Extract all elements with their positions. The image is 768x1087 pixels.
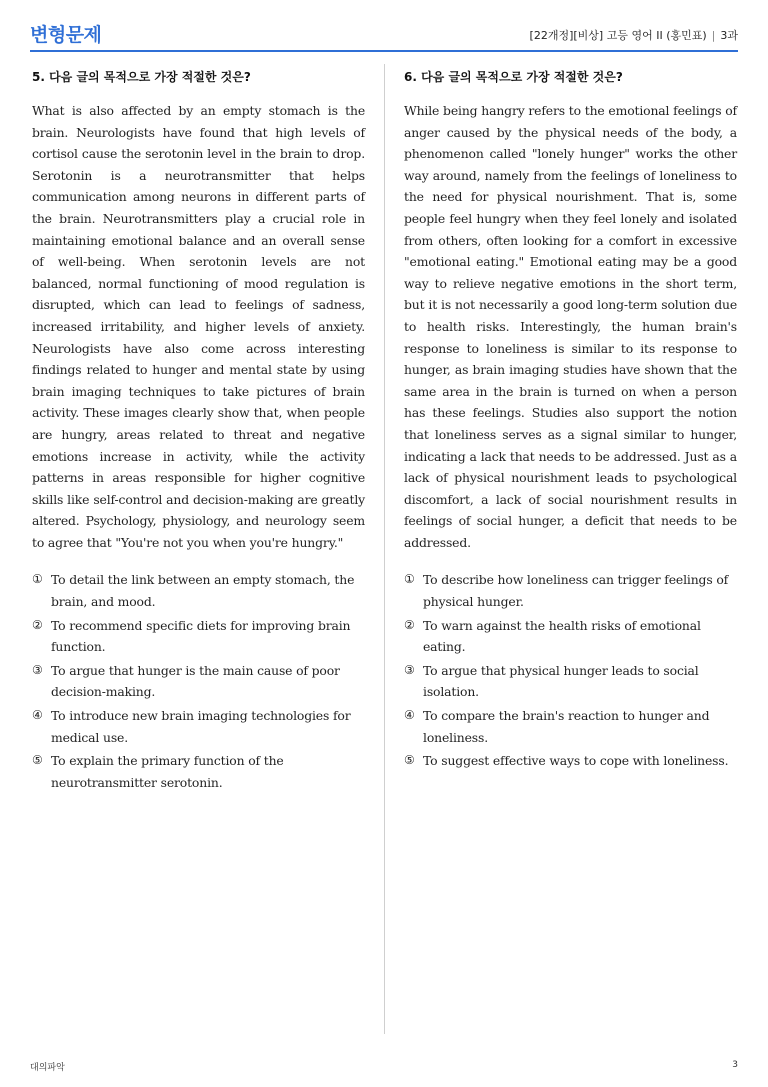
choice-text: To recommend specific diets for improving brain function.: [51, 617, 351, 655]
choice-number: ①: [404, 572, 415, 587]
answer-choice-5[interactable]: [32, 750, 365, 793]
course-info: [530, 27, 738, 43]
question-passage: What is also affected by an empty stomach is the brain. Neurologists have found that high levels of cortisol cause the serotonin level in the brain to drop. Serotonin is a neurotransmitter that helps communication among neurons in different parts of the brain. Neurotransmitters play a crucial role in maintaining emotional balance and an overall sense of well-being. When serotonin levels are not balanced, normal functioning of mood regulation is disrupted, which can lead to feelings of sadness, increased irritability, and higher levels of anxiety. Neurologists have also come across interesting findings related to hunger and mental state by using brain imaging techniques to take pictures of brain activity. These images clearly show that, when people are hungry, areas related to threat and negative emotions increase in activity, while the activity patterns in areas responsible for higher cognitive skills like self-control and decision-making are greatly altered. Psychology, physiology, and neurology seem to agree that "You're not you when you're hungry.": [32, 103, 365, 550]
course-name: [22개정][비상] 고등 영어 II (홍민표): [529, 29, 707, 42]
answer-choice-2[interactable]: [32, 615, 365, 658]
brand-title: 변형문제: [30, 24, 102, 46]
page-header: [30, 18, 738, 52]
choice-number: ②: [404, 617, 415, 632]
question-5: [32, 68, 365, 795]
choice-text: To warn against the health risks of emotional eating.: [423, 617, 701, 655]
choice-text: To describe how loneliness can trigger feelings of physical hunger.: [423, 572, 729, 610]
footer-category: 대의파악: [30, 1063, 65, 1073]
answer-choice-1[interactable]: [32, 569, 365, 612]
choice-text: To argue that hunger is the main cause of poor decision-making.: [51, 662, 340, 700]
answer-choice-3[interactable]: [32, 660, 365, 703]
column-divider: [384, 64, 385, 1034]
choice-text: To detail the link between an empty stomach, the brain, and mood.: [51, 572, 355, 610]
choice-number: ①: [32, 572, 43, 587]
choice-text: To compare the brain's reaction to hunger and loneliness.: [423, 708, 710, 745]
answer-choice-4[interactable]: [32, 705, 365, 748]
choice-text: To suggest effective ways to cope with loneliness.: [423, 753, 729, 769]
choice-number: ⑤: [404, 753, 415, 768]
choice-number: ②: [32, 617, 43, 632]
answer-choice-5[interactable]: [404, 750, 737, 772]
answer-choices: [32, 569, 365, 793]
choice-text: To explain the primary function of the neurotransmitter serotonin.: [51, 753, 284, 790]
lesson-label: 3과: [720, 29, 738, 42]
answer-choice-1[interactable]: [404, 569, 737, 612]
choice-number: ⑤: [32, 753, 43, 768]
choice-number: ④: [32, 708, 43, 723]
answer-choice-2[interactable]: [404, 615, 737, 658]
answer-choice-4[interactable]: [404, 705, 737, 748]
choice-text: To argue that physical hunger leads to social isolation.: [423, 662, 699, 700]
question-title: 6. 다음 글의 목적으로 가장 적절한 것은?: [404, 70, 623, 84]
choice-text: To introduce new brain imaging technologies for medical use.: [51, 708, 351, 745]
header-separator: |: [711, 29, 716, 42]
choice-number: ④: [404, 708, 415, 723]
answer-choices: [404, 569, 737, 771]
question-title: 5. 다음 글의 목적으로 가장 적절한 것은?: [32, 70, 251, 84]
answer-choice-3[interactable]: [404, 660, 737, 703]
question-passage: While being hangry refers to the emotional feelings of anger caused by the physical needs of the body, a phenomenon called "lonely hunger" works the other way around, namely from the feelings of loneliness to the need for physical nourishment. That is, some people feel hungry when they feel lonely and isolated from others, often looking for a comfort in excessive "emotional eating." Emotional eating may be a good way to relieve negative emotions in the short term, but it is not necessarily a good long-term solution due to health risks. Interestingly, the human brain's response to loneliness is similar to its response to hunger, as brain imaging studies have shown that the same area in the brain is turned on when a person has these feelings. Studies also support the notion that loneliness serves as a signal similar to hunger, indicating a lack that needs to be addressed. Just as a lack of physical nourishment leads to psychological discomfort, a lack of social nourishment results in feelings of social hunger, a deficit that needs to be addressed.: [404, 103, 737, 550]
choice-number: ③: [404, 662, 415, 677]
page-number: 3: [732, 1060, 738, 1070]
question-6: [404, 68, 737, 774]
choice-number: ③: [32, 662, 43, 677]
